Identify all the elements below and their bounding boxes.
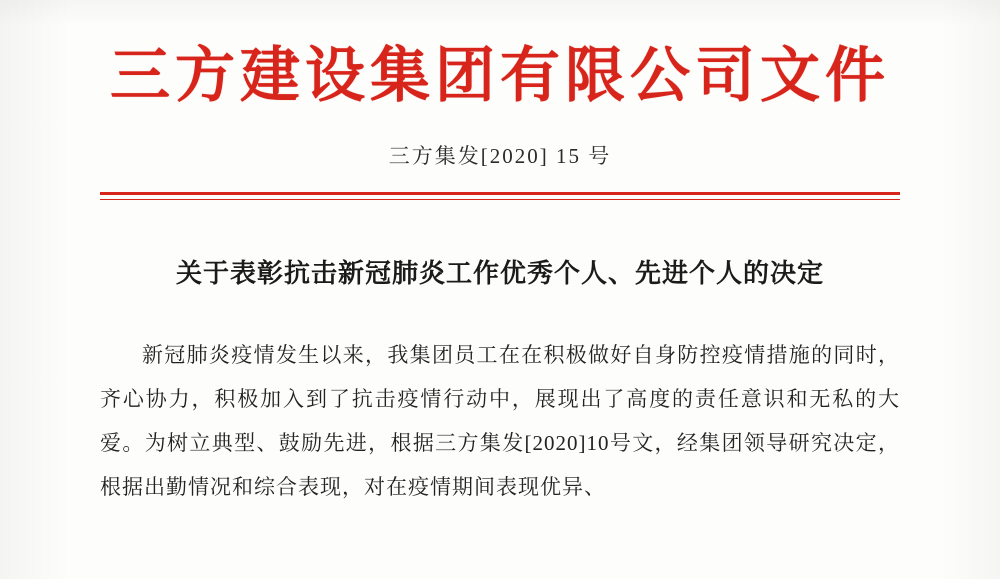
document-paragraph-1: 新冠肺炎疫情发生以来，我集团员工在在积极做好自身防控疫情措施的同时，齐心协力，积极加入到了抗击疫情行动中，展现出了高度的责任意识和无私的大爱。为树立典型、鼓励先进，根据三方集发[2020]10号文，经集团领导研究决定，根据出勤情况和综合表现，对在疫情期间表现优异、	[100, 343, 900, 499]
document-masthead	[0, 0, 1000, 200]
masthead-divider	[100, 192, 900, 200]
document-body	[100, 200, 900, 509]
divider-thick-line	[100, 192, 900, 195]
document-subject-title: 关于表彰抗击新冠肺炎工作优秀个人、先进个人的决定	[175, 259, 824, 288]
organization-title: 三方建设集团有限公司文件	[110, 43, 890, 109]
document-number: 三方集发[2020] 15 号	[388, 144, 612, 168]
